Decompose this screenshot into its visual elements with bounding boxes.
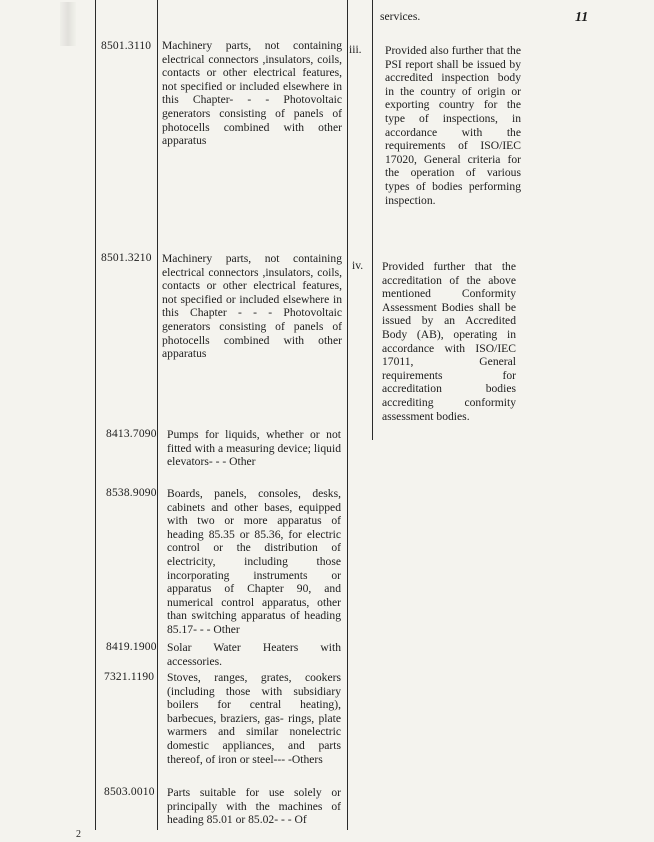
- tariff-description: Parts suitable for use solely or principally with the machines of heading 85.01 or 85.02- - - Of: [167, 786, 341, 827]
- page-number: 2: [76, 829, 81, 840]
- condition-text: Provided further that the accreditation of the above mentioned Conformity Assessment Bodies shall be issued by an Accredited Body (AB), operating in accordance with ISO/IEC 17011, General requirements for accreditation bodies accrediting conformity assessment bodies.: [382, 260, 516, 423]
- code-column-rule: [157, 0, 158, 830]
- tariff-description: Solar Water Heaters with accessories.: [167, 641, 341, 668]
- tariff-code: 8501.3210: [101, 252, 152, 264]
- tariff-description: Machinery parts, not containing electrical connectors ,insulators, coils, contacts or other electrical features, not specified or included elsewhere in this Chapter - - - Photovoltaic generators consisting of panels of photocells combined with other apparatus: [162, 252, 342, 361]
- tariff-code: 8419.1900: [106, 641, 157, 653]
- tariff-code: 8501.3110: [101, 40, 152, 52]
- continued-text: services.: [380, 10, 421, 23]
- description-column-rule: [347, 0, 348, 830]
- tariff-description: Stoves, ranges, grates, cookers (including those with subsidiary boilers for central heating), barbecues, braziers, gas- rings, plate warmers and similar nonelectric domestic appliances, and parts thereof, of iron or steel--- -Others: [167, 671, 341, 766]
- tariff-code: 8413.7090: [106, 428, 157, 440]
- tariff-description: Pumps for liquids, whether or not fitted with a measuring device; liquid elevators- - - Other: [167, 428, 341, 469]
- condition-numeral: iii.: [349, 43, 362, 56]
- numeral-column-rule: [372, 0, 373, 440]
- tariff-description: Boards, panels, consoles, desks, cabinets and other bases, equipped with two or more apparatus of heading 85.35 or 85.36, for electric control or the distribution of electricity, including those incorporating instruments or apparatus of Chapter 90, and numerical control apparatus, other than switching apparatus of heading 85.17- - - Other: [167, 487, 341, 636]
- condition-text: Provided also further that the PSI report shall be issued by accredited inspection body in the country of origin or exporting country for the type of inspections, in accordance with the requirements of ISO/IEC 17020, General criteria for the operation of various types of bodies performing inspection.: [385, 44, 521, 207]
- tariff-code: 8503.0010: [104, 786, 155, 798]
- corner-mark: 11: [575, 10, 589, 25]
- paper-crease: [60, 2, 76, 46]
- tariff-description: Machinery parts, not containing electrical connectors ,insulators, coils, contacts or other electrical features, not specified or included elsewhere in this Chapter- - - Photovoltaic generators consisting of panels of photocells combined with other apparatus: [162, 39, 342, 148]
- tariff-code: 7321.1190: [104, 671, 155, 683]
- condition-numeral: iv.: [352, 259, 364, 272]
- left-margin-rule: [95, 0, 96, 830]
- tariff-code: 8538.9090: [106, 487, 157, 499]
